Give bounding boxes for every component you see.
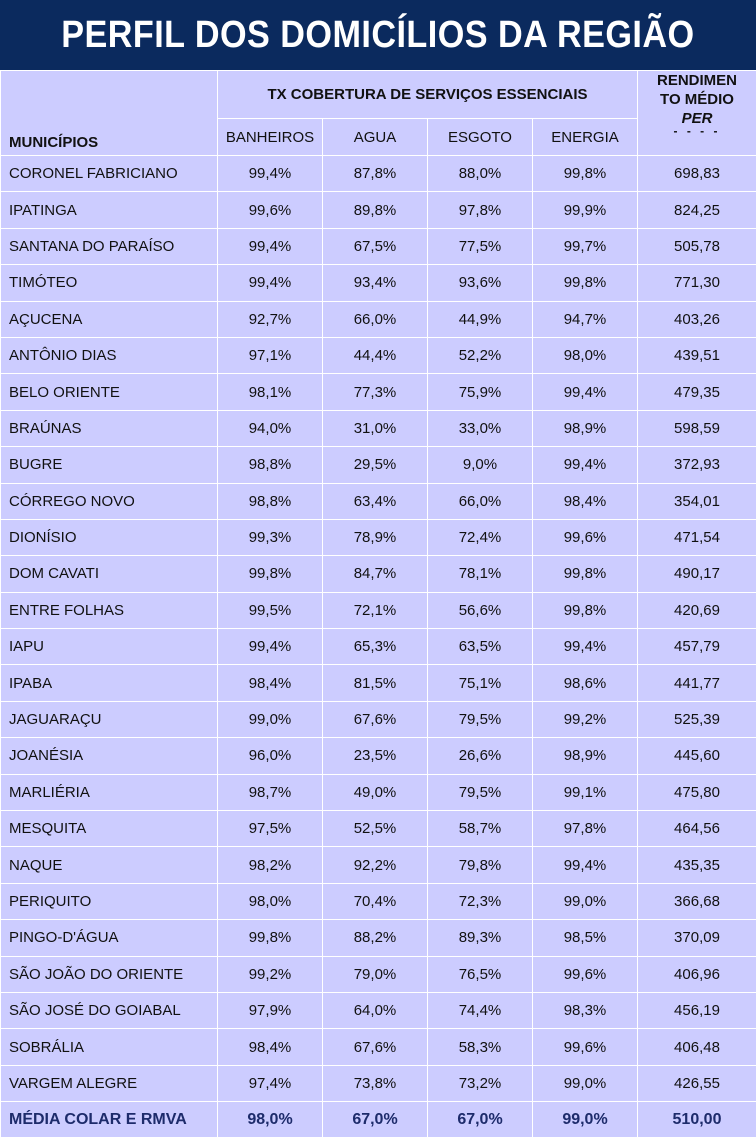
banheiros-cell: 94,0%	[218, 410, 323, 446]
table-row	[1, 301, 756, 337]
rendimento-cell: 439,51	[638, 337, 756, 373]
table-row	[1, 374, 756, 410]
municipio-cell: MARLIÉRIA	[1, 774, 218, 810]
rendimento-cell: 598,59	[638, 410, 756, 446]
municipio-cell: ANTÔNIO DIAS	[1, 337, 218, 373]
banheiros-cell: 98,0%	[218, 883, 323, 919]
esgoto-cell: 75,9%	[428, 374, 533, 410]
rendimento-cell: 698,83	[638, 156, 756, 192]
rendimento-cell: 525,39	[638, 701, 756, 737]
municipio-cell: DOM CAVATI	[1, 556, 218, 592]
table-row	[1, 556, 756, 592]
energia-cell: 99,6%	[533, 1029, 638, 1065]
esgoto-header: ESGOTO	[428, 119, 533, 156]
municipio-cell: IAPU	[1, 629, 218, 665]
cobertura-group-header: TX COBERTURA DE SERVIÇOS ESSENCIAIS	[218, 71, 638, 119]
table-row	[1, 483, 756, 519]
energia-cell: 99,8%	[533, 592, 638, 628]
rendimento-cell: 372,93	[638, 447, 756, 483]
municipio-cell: IPATINGA	[1, 192, 218, 228]
rendimento-header-line3: PER	[681, 110, 713, 127]
banheiros-cell: 92,7%	[218, 301, 323, 337]
footer-row	[1, 1102, 756, 1138]
banheiros-cell: 99,4%	[218, 629, 323, 665]
banheiros-cell: 98,2%	[218, 847, 323, 883]
energia-cell: 99,4%	[533, 847, 638, 883]
table-row	[1, 701, 756, 737]
energia-cell: 99,8%	[533, 265, 638, 301]
agua-cell: 92,2%	[323, 847, 428, 883]
energia-cell: 94,7%	[533, 301, 638, 337]
agua-cell: 64,0%	[323, 992, 428, 1028]
header-row-1	[1, 71, 756, 119]
table-row	[1, 265, 756, 301]
rendimento-cell: 426,55	[638, 1065, 756, 1101]
esgoto-cell: 76,5%	[428, 956, 533, 992]
energia-cell: 98,4%	[533, 483, 638, 519]
municipio-cell: CÓRREGO NOVO	[1, 483, 218, 519]
table-row	[1, 883, 756, 919]
esgoto-cell: 88,0%	[428, 156, 533, 192]
energia-cell: 99,6%	[533, 956, 638, 992]
municipios-header: MUNICÍPIOS	[1, 71, 218, 156]
banheiros-cell: 97,4%	[218, 1065, 323, 1101]
esgoto-cell: 52,2%	[428, 337, 533, 373]
energia-cell: 98,9%	[533, 738, 638, 774]
banheiros-cell: 99,4%	[218, 156, 323, 192]
esgoto-cell: 33,0%	[428, 410, 533, 446]
banheiros-cell: 99,3%	[218, 519, 323, 555]
municipio-cell: BUGRE	[1, 447, 218, 483]
agua-cell: 78,9%	[323, 519, 428, 555]
rendimento-cell: 370,09	[638, 920, 756, 956]
municipio-cell: SÃO JOSÉ DO GOIABAL	[1, 992, 218, 1028]
agua-cell: 88,2%	[323, 920, 428, 956]
energia-cell: 99,4%	[533, 374, 638, 410]
rendimento-cell: 445,60	[638, 738, 756, 774]
esgoto-cell: 66,0%	[428, 483, 533, 519]
agua-cell: 44,4%	[323, 337, 428, 373]
rendimento-header	[638, 71, 756, 156]
energia-cell: 99,0%	[533, 883, 638, 919]
domicilios-table	[0, 70, 756, 1138]
rendimento-header-line1: RENDIMEN	[656, 72, 737, 89]
municipio-cell: MESQUITA	[1, 811, 218, 847]
esgoto-cell: 73,2%	[428, 1065, 533, 1101]
rendimento-cell: 420,69	[638, 592, 756, 628]
footer-agua-cell: 67,0%	[323, 1102, 428, 1138]
agua-cell: 89,8%	[323, 192, 428, 228]
table-row	[1, 410, 756, 446]
table-row	[1, 447, 756, 483]
rendimento-cell: 505,78	[638, 228, 756, 264]
esgoto-cell: 75,1%	[428, 665, 533, 701]
banheiros-cell: 99,2%	[218, 956, 323, 992]
agua-cell: 73,8%	[323, 1065, 428, 1101]
banheiros-cell: 98,4%	[218, 665, 323, 701]
table-row	[1, 156, 756, 192]
banheiros-cell: 97,9%	[218, 992, 323, 1028]
energia-cell: 99,1%	[533, 774, 638, 810]
banheiros-cell: 98,4%	[218, 1029, 323, 1065]
agua-cell: 70,4%	[323, 883, 428, 919]
municipio-cell: ENTRE FOLHAS	[1, 592, 218, 628]
table-row	[1, 956, 756, 992]
agua-cell: 81,5%	[323, 665, 428, 701]
municipio-cell: IPABA	[1, 665, 218, 701]
esgoto-cell: 79,8%	[428, 847, 533, 883]
rendimento-cell: 475,80	[638, 774, 756, 810]
municipio-cell: NAQUE	[1, 847, 218, 883]
rendimento-cell: 354,01	[638, 483, 756, 519]
agua-header: AGUA	[323, 119, 428, 156]
rendimento-cell: 441,77	[638, 665, 756, 701]
rendimento-cell: 490,17	[638, 556, 756, 592]
energia-cell: 99,9%	[533, 192, 638, 228]
footer-banheiros-cell: 98,0%	[218, 1102, 323, 1138]
agua-cell: 29,5%	[323, 447, 428, 483]
energia-cell: 98,9%	[533, 410, 638, 446]
esgoto-cell: 56,6%	[428, 592, 533, 628]
table-row	[1, 629, 756, 665]
banheiros-cell: 99,8%	[218, 556, 323, 592]
rendimento-cell: 771,30	[638, 265, 756, 301]
agua-cell: 93,4%	[323, 265, 428, 301]
esgoto-cell: 58,3%	[428, 1029, 533, 1065]
agua-cell: 72,1%	[323, 592, 428, 628]
municipio-cell: JOANÉSIA	[1, 738, 218, 774]
energia-cell: 97,8%	[533, 811, 638, 847]
esgoto-cell: 97,8%	[428, 192, 533, 228]
banheiros-cell: 98,8%	[218, 483, 323, 519]
agua-cell: 87,8%	[323, 156, 428, 192]
esgoto-cell: 72,4%	[428, 519, 533, 555]
table-row	[1, 811, 756, 847]
banheiros-cell: 96,0%	[218, 738, 323, 774]
rendimento-cell: 479,35	[638, 374, 756, 410]
municipio-cell: CORONEL FABRICIANO	[1, 156, 218, 192]
esgoto-cell: 74,4%	[428, 992, 533, 1028]
table-row	[1, 665, 756, 701]
page-title: PERFIL DOS DOMICÍLIOS DA REGIÃO	[61, 13, 695, 56]
rendimento-cell: 406,96	[638, 956, 756, 992]
energia-cell: 99,8%	[533, 156, 638, 192]
esgoto-cell: 63,5%	[428, 629, 533, 665]
energia-cell: 99,6%	[533, 519, 638, 555]
rendimento-cell: 471,54	[638, 519, 756, 555]
agua-cell: 31,0%	[323, 410, 428, 446]
table-row	[1, 192, 756, 228]
banheiros-cell: 98,8%	[218, 447, 323, 483]
municipio-cell: DIONÍSIO	[1, 519, 218, 555]
agua-cell: 67,6%	[323, 1029, 428, 1065]
esgoto-cell: 72,3%	[428, 883, 533, 919]
banheiros-cell: 97,5%	[218, 811, 323, 847]
table-row	[1, 592, 756, 628]
agua-cell: 77,3%	[323, 374, 428, 410]
agua-cell: 63,4%	[323, 483, 428, 519]
banheiros-cell: 99,8%	[218, 920, 323, 956]
esgoto-cell: 79,5%	[428, 774, 533, 810]
banheiros-cell: 99,5%	[218, 592, 323, 628]
table-row	[1, 1065, 756, 1101]
table-row	[1, 337, 756, 373]
energia-cell: 98,6%	[533, 665, 638, 701]
table-row	[1, 228, 756, 264]
agua-cell: 67,5%	[323, 228, 428, 264]
banheiros-cell: 98,1%	[218, 374, 323, 410]
municipio-cell: PERIQUITO	[1, 883, 218, 919]
municipio-cell: TIMÓTEO	[1, 265, 218, 301]
esgoto-cell: 58,7%	[428, 811, 533, 847]
banheiros-cell: 99,4%	[218, 265, 323, 301]
energia-cell: 99,2%	[533, 701, 638, 737]
esgoto-cell: 9,0%	[428, 447, 533, 483]
energia-cell: 98,3%	[533, 992, 638, 1028]
energia-cell: 99,8%	[533, 556, 638, 592]
agua-cell: 79,0%	[323, 956, 428, 992]
table-row	[1, 920, 756, 956]
municipio-cell: PINGO-D'ÁGUA	[1, 920, 218, 956]
rendimento-header-line2: TO MÉDIO	[660, 91, 734, 108]
rendimento-cell: 457,79	[638, 629, 756, 665]
banheiros-cell: 97,1%	[218, 337, 323, 373]
table-row	[1, 519, 756, 555]
table-row	[1, 1029, 756, 1065]
rendimento-header-line4: - - - -	[673, 124, 721, 138]
municipio-cell: SÃO JOÃO DO ORIENTE	[1, 956, 218, 992]
esgoto-cell: 93,6%	[428, 265, 533, 301]
table-row	[1, 847, 756, 883]
agua-cell: 65,3%	[323, 629, 428, 665]
footer-esgoto-cell: 67,0%	[428, 1102, 533, 1138]
municipio-cell: SANTANA DO PARAÍSO	[1, 228, 218, 264]
agua-cell: 84,7%	[323, 556, 428, 592]
banheiros-cell: 99,4%	[218, 228, 323, 264]
table-row	[1, 992, 756, 1028]
banheiros-cell: 99,0%	[218, 701, 323, 737]
table-row	[1, 774, 756, 810]
municipio-cell: BRAÚNAS	[1, 410, 218, 446]
rendimento-cell: 435,35	[638, 847, 756, 883]
esgoto-cell: 79,5%	[428, 701, 533, 737]
energia-cell: 99,0%	[533, 1065, 638, 1101]
esgoto-cell: 26,6%	[428, 738, 533, 774]
energia-cell: 98,5%	[533, 920, 638, 956]
footer-rendimento-cell: 510,00	[638, 1102, 756, 1138]
energia-header: ENERGIA	[533, 119, 638, 156]
banheiros-cell: 98,7%	[218, 774, 323, 810]
rendimento-cell: 403,26	[638, 301, 756, 337]
agua-cell: 66,0%	[323, 301, 428, 337]
agua-cell: 49,0%	[323, 774, 428, 810]
rendimento-cell: 366,68	[638, 883, 756, 919]
rendimento-cell: 456,19	[638, 992, 756, 1028]
energia-cell: 99,7%	[533, 228, 638, 264]
agua-cell: 67,6%	[323, 701, 428, 737]
esgoto-cell: 89,3%	[428, 920, 533, 956]
energia-cell: 99,4%	[533, 629, 638, 665]
table-row	[1, 738, 756, 774]
footer-label: MÉDIA COLAR E RMVA	[1, 1102, 218, 1138]
energia-cell: 98,0%	[533, 337, 638, 373]
banheiros-cell: 99,6%	[218, 192, 323, 228]
esgoto-cell: 77,5%	[428, 228, 533, 264]
energia-cell: 99,4%	[533, 447, 638, 483]
esgoto-cell: 44,9%	[428, 301, 533, 337]
municipio-cell: VARGEM ALEGRE	[1, 1065, 218, 1101]
municipio-cell: JAGUARAÇU	[1, 701, 218, 737]
rendimento-cell: 406,48	[638, 1029, 756, 1065]
municipio-cell: AÇUCENA	[1, 301, 218, 337]
municipio-cell: BELO ORIENTE	[1, 374, 218, 410]
rendimento-cell: 464,56	[638, 811, 756, 847]
agua-cell: 23,5%	[323, 738, 428, 774]
footer-energia-cell: 99,0%	[533, 1102, 638, 1138]
title-bar	[0, 0, 756, 70]
rendimento-cell: 824,25	[638, 192, 756, 228]
banheiros-header: BANHEIROS	[218, 119, 323, 156]
municipio-cell: SOBRÁLIA	[1, 1029, 218, 1065]
esgoto-cell: 78,1%	[428, 556, 533, 592]
agua-cell: 52,5%	[323, 811, 428, 847]
